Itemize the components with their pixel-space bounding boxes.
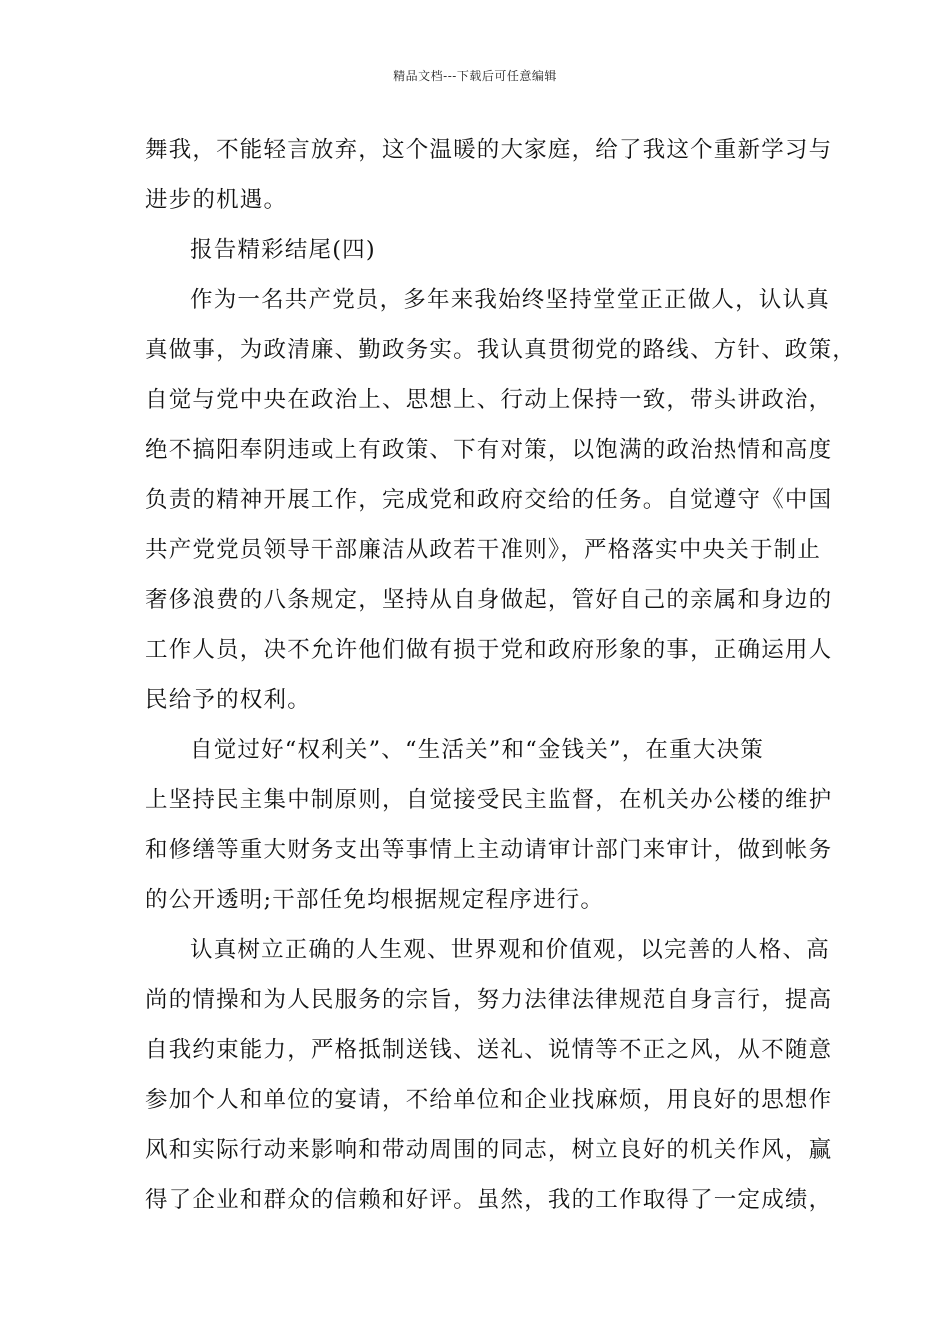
body-line: 自我约束能力，严格抵制送钱、送礼、说情等不正之风，从不随意: [145, 1037, 833, 1063]
body-line: 进步的机遇。: [145, 187, 288, 213]
body-line: 认真树立正确的人生观、世界观和价值观，以完善的人格、高: [190, 937, 830, 963]
body-line: 负责的精神开展工作，完成党和政府交给的任务。自觉遵守《中国: [145, 487, 833, 513]
body-line: 作为一名共产党员，多年来我始终坚持堂堂正正做人，认认真: [190, 287, 830, 313]
body-line: 舞我，不能轻言放弃，这个温暖的大家庭，给了我这个重新学习与: [145, 137, 833, 163]
body-line: 共产党党员领导干部廉洁从政若干准则》，严格落实中央关于制止: [145, 537, 822, 563]
body-line: 民给予的权利。: [145, 687, 311, 713]
section-heading: 报告精彩结尾(四): [190, 237, 376, 263]
body-line: 得了企业和群众的信赖和好评。虽然，我的工作取得了一定成绩，: [145, 1187, 833, 1213]
body-line: 自觉与党中央在政治上、思想上、行动上保持一致，带头讲政治，: [145, 387, 833, 413]
page-header: 精品文档---下载后可任意编辑: [393, 69, 557, 83]
body-line: 上坚持民主集中制原则，自觉接受民主监督，在机关办公楼的维护: [145, 787, 833, 813]
body-line: 的公开透明;干部任免均根据规定程序进行。: [145, 887, 605, 913]
body-line: 工作人员，决不允许他们做有损于党和政府形象的事，正确运用人: [145, 637, 833, 663]
body-line: 参加个人和单位的宴请，不给单位和企业找麻烦，用良好的思想作: [145, 1087, 833, 1113]
body-line: 和修缮等重大财务支出等事情上主动请审计部门来审计，做到帐务: [145, 837, 833, 863]
body-line: 真做事，为政清廉、勤政务实。我认真贯彻党的路线、方针、政策，: [145, 337, 857, 363]
body-line: 奢侈浪费的八条规定，坚持从自身做起，管好自己的亲属和身边的: [145, 587, 833, 613]
body-line: 绝不搞阳奉阴违或上有政策、下有对策，以饱满的政治热情和高度: [145, 437, 833, 463]
body-line: 尚的情操和为人民服务的宗旨，努力法律法律规范自身言行，提高: [145, 987, 833, 1013]
body-line: 自觉过好“权利关”、“生活关”和“金钱关”，在重大决策: [190, 737, 764, 763]
body-line: 风和实际行动来影响和带动周围的同志，树立良好的机关作风，赢: [145, 1137, 833, 1163]
